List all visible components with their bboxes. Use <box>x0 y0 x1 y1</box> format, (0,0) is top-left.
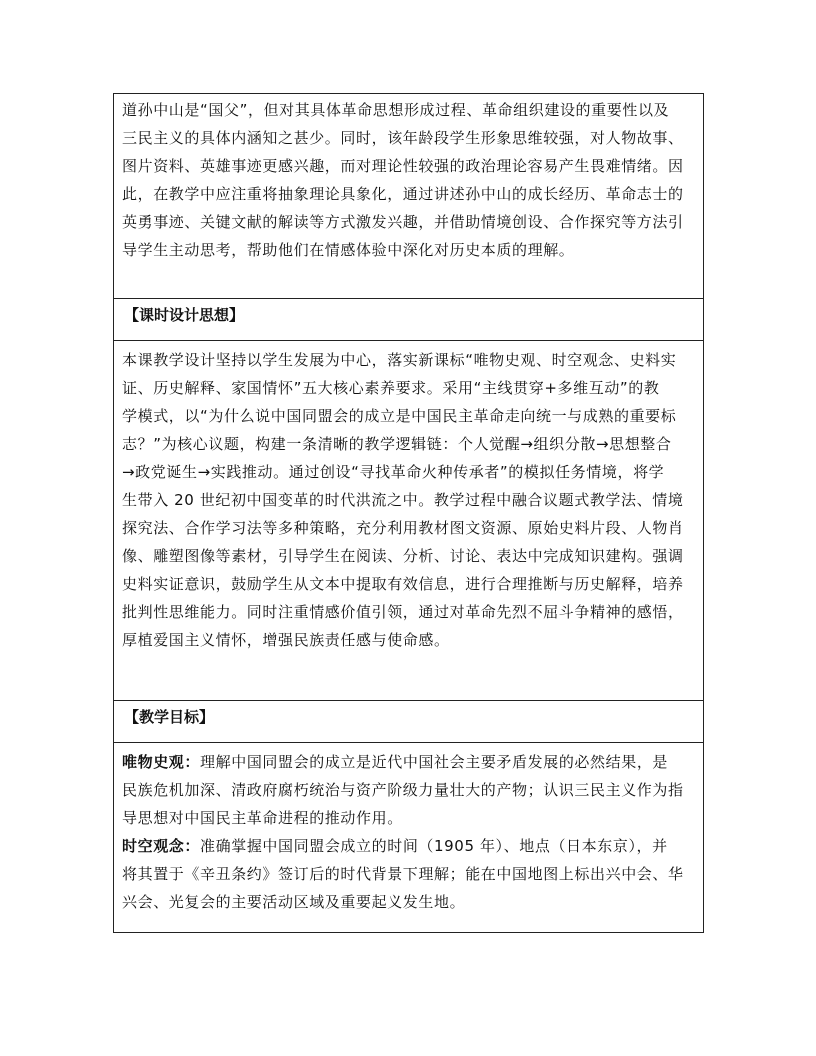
design-line: 本课教学设计坚持以学生发展为中心，落实新课标“唯物史观、时空观念、史料实 <box>122 351 677 369</box>
objective-first-line <box>122 832 698 860</box>
design-line: 像、雕塑图像等素材，引导学生在阅读、分析、讨论、表达中完成知识建构。强调 <box>122 547 684 565</box>
objective-line: 兴会、光复会的主要活动区域及重要起义发生地。 <box>122 893 466 911</box>
objective-line: 将其置于《辛丑条约》签订后的时代背景下理解；能在中国地图上标出兴中会、华 <box>122 865 684 883</box>
design-line: 证、历史解释、家国情怀”五大核心素养要求。采用“主线贯穿+多维互动”的教 <box>122 379 660 397</box>
objectives-header-cell <box>114 700 703 742</box>
objective-first-line <box>122 748 698 776</box>
design-line: 批判性思维能力。同时注重情感价值引领，通过对革命先烈不屈斗争精神的感悟， <box>122 603 684 621</box>
objective-label: 唯物史观： <box>122 753 201 771</box>
analysis-line: 英勇事迹、关键文献的解读等方式激发兴趣，并借助情境创设、合作探究等方法引 <box>122 213 684 231</box>
objective-line: 导思想对中国民主革命进程的推动作用。 <box>122 809 403 827</box>
design-line: 学模式，以“为什么说中国同盟会的成立是中国民主革命走向统一与成熟的重要标 <box>122 407 677 425</box>
objective-label: 时空观念： <box>122 837 201 855</box>
design-body-cell <box>114 340 703 700</box>
analysis-line: 图片资料、英雄事迹更感兴趣，而对理论性较强的政治理论容易产生畏难情绪。因 <box>122 157 684 175</box>
design-line: 探究法、合作学习法等多种策略，充分利用教材图文资源、原始史料片段、人物肖 <box>122 519 684 537</box>
analysis-line: 道孙中山是“国父”，但对其具体革命思想形成过程、革命组织建设的重要性以及 <box>122 101 670 119</box>
lesson-plan-table <box>113 93 704 933</box>
objectives-heading: 【教学目标】 <box>124 708 215 726</box>
objective-text: 理解中国同盟会的成立是近代中国社会主要矛盾发展的必然结果，是 <box>200 753 669 771</box>
objective-line: 民族危机加深、清政府腐朽统治与资产阶级力量壮大的产物；认识三民主义作为指 <box>122 781 684 799</box>
analysis-line: 三民主义的具体内涵知之甚少。同时，该年龄段学生形象思维较强，对人物故事、 <box>122 129 684 147</box>
student-analysis-cell <box>114 94 703 298</box>
analysis-line: 此，在教学中应注重将抽象理论具象化，通过讲述孙中山的成长经历、革命志士的 <box>122 185 684 203</box>
design-heading: 【课时设计思想】 <box>124 306 245 324</box>
objectives-body-cell <box>114 742 703 932</box>
design-header-cell <box>114 298 703 340</box>
design-line: 厚植爱国主义情怀，增强民族责任感与使命感。 <box>122 631 450 649</box>
analysis-line: 导学生主动思考，帮助他们在情感体验中深化对历史本质的理解。 <box>122 241 575 259</box>
design-line: →政党诞生→实践推动。通过创设“寻找革命火种传承者”的模拟任务情境，将学 <box>122 463 665 481</box>
design-line: 生带入 20 世纪初中国变革的时代洪流之中。教学过程中融合议题式教学法、情境 <box>122 491 684 509</box>
design-line: 志？”为核心议题，构建一条清晰的教学逻辑链：个人觉醒→组织分散→思想整合 <box>122 435 672 453</box>
design-line: 史料实证意识，鼓励学生从文本中提取有效信息，进行合理推断与历史解释，培养 <box>122 575 684 593</box>
objective-text: 准确掌握中国同盟会成立的时间（1905 年）、地点（日本东京），并 <box>200 837 668 855</box>
